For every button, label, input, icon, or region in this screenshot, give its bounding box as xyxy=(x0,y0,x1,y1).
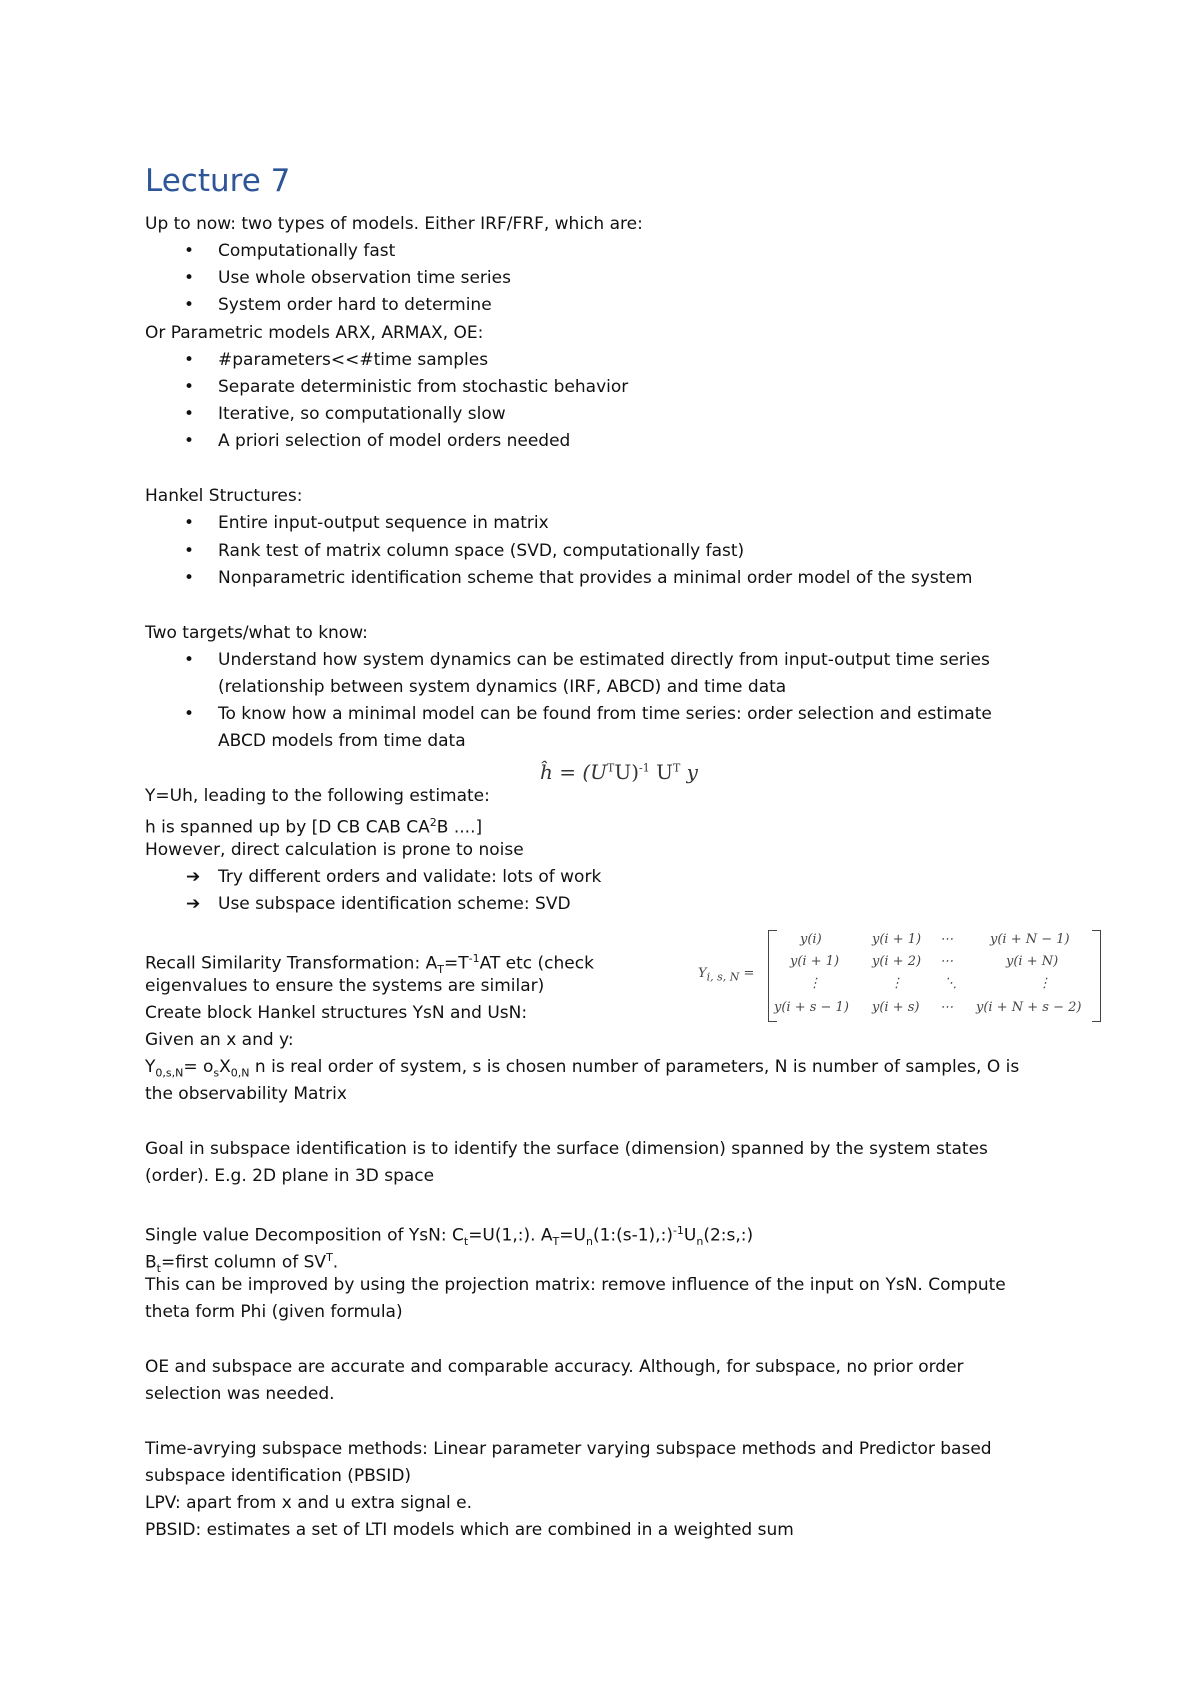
bullet-icon: • xyxy=(184,513,195,533)
bullet-icon: • xyxy=(184,704,195,724)
list-item: Computationally fast xyxy=(218,241,396,261)
bullet-icon: • xyxy=(184,431,195,451)
svd-line: Single value Decomposition of YsN: $C_t=U(1,:)$. $A_T=U_n(1:(s-1),:)^{-1}U_n(2:s,:)$ xyxy=(145,1224,754,1249)
hankel-create-line: Create block Hankel structures YsN and UsN: xyxy=(145,1003,528,1023)
observability-line: the observability Matrix xyxy=(145,1084,347,1104)
matrix-cell: ⋮ xyxy=(808,976,821,991)
list-item: Separate deterministic from stochastic behavior xyxy=(218,377,629,397)
list-item: Nonparametric identification scheme that provides a minimal order model of the system xyxy=(218,568,973,588)
oe-line: OE and subspace are accurate and comparable accuracy. Although, for subspace, no prior order xyxy=(145,1357,964,1377)
list-item-cont: (relationship between system dynamics (IRF, ABCD) and time data xyxy=(218,677,787,697)
list-item: Entire input-output sequence in matrix xyxy=(218,513,549,533)
bullet-icon: • xyxy=(184,650,195,670)
matrix-cell: y(i + N − 1) xyxy=(990,932,1070,947)
bullet-icon: • xyxy=(184,568,195,588)
matrix-cell: y(i) xyxy=(800,932,822,947)
arrow-right-icon: ➔ xyxy=(186,894,201,914)
goal-line: Goal in subspace identification is to identify the surface (dimension) spanned by the system states xyxy=(145,1139,988,1159)
estimate-formula: ĥ = $(U^TU)^{-1}$ $U^T$ y xyxy=(540,760,698,784)
bt-line: $B_t=first$ column of $SV^T$. xyxy=(145,1251,339,1276)
estimate-line: Y=Uh, leading to the following estimate: xyxy=(145,786,490,806)
bullet-icon: • xyxy=(184,268,195,288)
given-line: Given an x and y: xyxy=(145,1030,294,1050)
arrow-item: Use subspace identification scheme: SVD xyxy=(218,894,571,914)
list-item: Use whole observation time series xyxy=(218,268,511,288)
hankel-matrix xyxy=(698,928,1104,1024)
param-intro: Or Parametric models ARX, ARMAX, OE: xyxy=(145,323,484,343)
list-item-cont: ABCD models from time data xyxy=(218,731,466,751)
matrix-cell: ⋯ xyxy=(940,1000,953,1015)
matrix-cell: ⋯ xyxy=(940,932,953,947)
goal-line: (order). E.g. 2D plane in 3D space xyxy=(145,1166,435,1186)
spanned-line: h is spanned up by [D CB CAB $CA^2B$ ....] xyxy=(145,816,483,838)
tv-line: Time-avrying subspace methods: Linear parameter varying subspace methods and Predictor based xyxy=(145,1439,992,1459)
matrix-cell: ⋮ xyxy=(890,976,903,991)
bullet-icon: • xyxy=(184,404,195,424)
matrix-cell: ⋱ xyxy=(944,976,957,991)
bullet-icon: • xyxy=(184,241,195,261)
matrix-cell: y(i + 1) xyxy=(790,954,840,969)
list-item: #parameters<<#time samples xyxy=(218,350,489,370)
oe-line: selection was needed. xyxy=(145,1384,335,1404)
bullet-icon: • xyxy=(184,541,195,561)
matrix-label: $Y_{i, s, N}$ = xyxy=(698,966,755,984)
list-item: A priori selection of model orders needed xyxy=(218,431,571,451)
pbsid-line: PBSID: estimates a set of LTI models which are combined in a weighted sum xyxy=(145,1520,794,1540)
bullet-icon: • xyxy=(184,350,195,370)
matrix-cell: ⋮ xyxy=(1038,976,1051,991)
list-item: To know how a minimal model can be found from time series: order selection and estimate xyxy=(218,704,992,724)
bullet-icon: • xyxy=(184,295,195,315)
list-item: Iterative, so computationally slow xyxy=(218,404,506,424)
projection-line: This can be improved by using the projection matrix: remove influence of the input on YsN. Compute xyxy=(145,1275,1006,1295)
lpv-line: LPV: apart from x and u extra signal e. xyxy=(145,1493,473,1513)
page-title: Lecture 7 xyxy=(145,163,291,199)
bullet-icon: • xyxy=(184,377,195,397)
noise-line: However, direct calculation is prone to noise xyxy=(145,840,524,860)
yosn-line: $Y_{0,s,N}= o_sX_{0,N}$ n is real order of system, s is chosen number of parameters, N is number of samples, O is xyxy=(145,1057,1020,1080)
hankel-heading: Hankel Structures: xyxy=(145,486,303,506)
matrix-cell: y(i + 2) xyxy=(872,954,922,969)
similarity-line: Recall Similarity Transformation: $A_T=T^{-1}AT$ etc (check xyxy=(145,952,594,977)
list-item: System order hard to determine xyxy=(218,295,492,315)
matrix-cell: y(i + N) xyxy=(1006,954,1059,969)
matrix-cell: y(i + N + s − 2) xyxy=(976,1000,1082,1015)
matrix-cell: y(i + 1) xyxy=(872,932,922,947)
list-item: Understand how system dynamics can be estimated directly from input-output time series xyxy=(218,650,990,670)
matrix-bracket-right xyxy=(1092,930,1101,1022)
projection-line: theta form Phi (given formula) xyxy=(145,1302,403,1322)
matrix-cell: y(i + s − 1) xyxy=(774,1000,849,1015)
tv-line: subspace identification (PBSID) xyxy=(145,1466,412,1486)
intro-text: Up to now: two types of models. Either IRF/FRF, which are: xyxy=(145,214,643,234)
matrix-cell: ⋯ xyxy=(940,954,953,969)
matrix-cell: y(i + s) xyxy=(872,1000,920,1015)
arrow-item: Try different orders and validate: lots of work xyxy=(218,867,602,887)
list-item: Rank test of matrix column space (SVD, computationally fast) xyxy=(218,541,745,561)
eigen-line: eigenvalues to ensure the systems are similar) xyxy=(145,976,545,996)
targets-heading: Two targets/what to know: xyxy=(145,623,368,643)
arrow-right-icon: ➔ xyxy=(186,867,201,887)
